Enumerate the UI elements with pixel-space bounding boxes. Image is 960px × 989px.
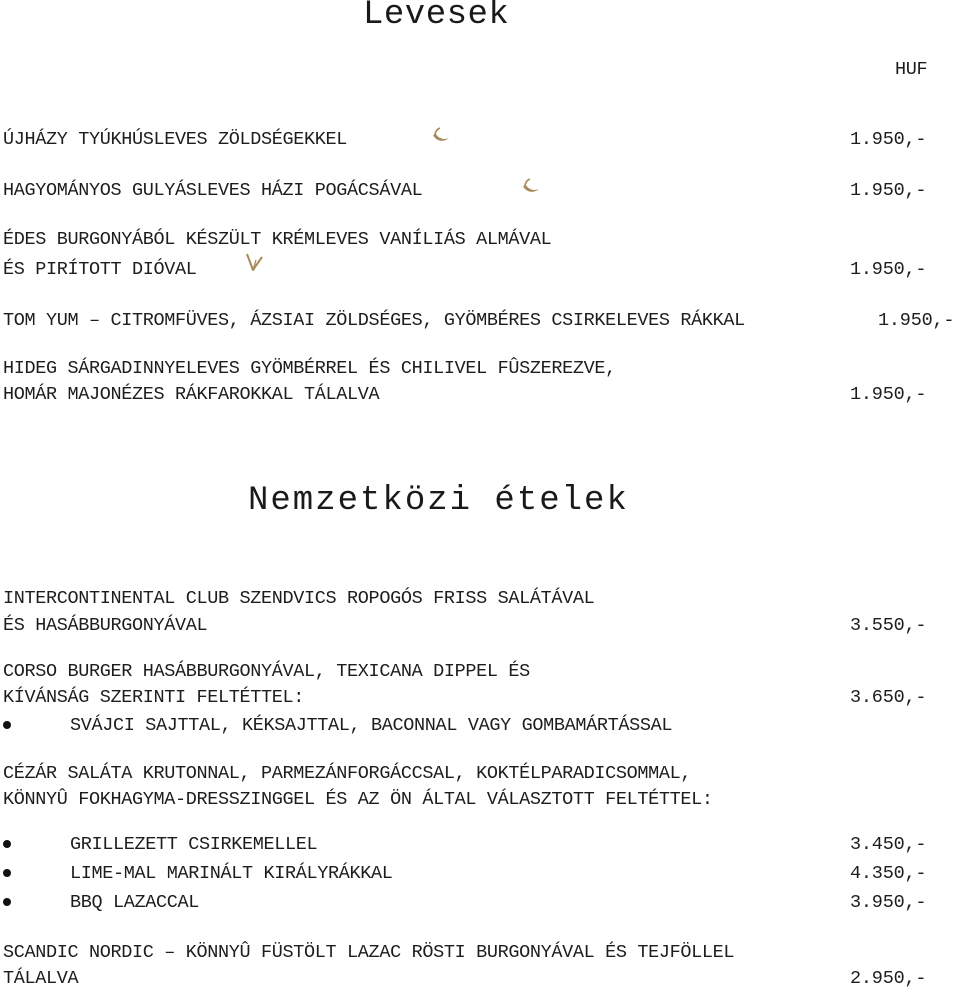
menu-item-name: CORSO BURGER HASÁBBURGONYÁVAL, TEXICANA DIPPEL ÉS — [3, 661, 530, 682]
menu-item-name-cont: TÁLALVA — [3, 968, 79, 989]
menu-item-price: 1.950,- — [878, 310, 955, 331]
menu-item-name-cont: ÉS PIRÍTOTT DIÓVAL — [3, 259, 197, 280]
menu-item-name-cont: ÉS HASÁBBURGONYÁVAL — [3, 615, 208, 636]
menu-item-price: 2.950,- — [850, 968, 927, 989]
option-label: BBQ LAZACCAL — [70, 892, 200, 913]
option-price: 3.950,- — [850, 892, 927, 913]
menu-item-price: 1.950,- — [850, 180, 927, 201]
menu-item-price: 1.950,- — [850, 259, 927, 280]
bullet-icon — [3, 869, 11, 877]
menu-item-name: HIDEG SÁRGADINNYELEVES GYÖMBÉRREL ÉS CHILIVEL FÛSZEREZVE, — [3, 358, 616, 379]
bullet-icon — [3, 721, 11, 729]
menu-item-name: TOM YUM – CITROMFÜVES, ÁZSIAI ZÖLDSÉGES, GYÖMBÉRES CSIRKELEVES RÁKKAL — [3, 310, 745, 331]
menu-item-name: CÉZÁR SALÁTA KRUTONNAL, PARMEZÁNFORGÁCCSAL, KOKTÉLPARADICSOMMAL, — [3, 763, 692, 784]
option-label: SVÁJCI SAJTTAL, KÉKSAJTTAL, BACONNAL VAGY GOMBAMÁRTÁSSAL — [70, 715, 673, 736]
menu-item-name: ÚJHÁZY TYÚKHÚSLEVES ZÖLDSÉGEKKEL — [3, 129, 348, 150]
chili-pepper-icon — [520, 177, 542, 197]
menu-item-price: 3.650,- — [850, 687, 927, 708]
menu-item-name-cont: KÍVÁNSÁG SZERINTI FELTÉTTEL: — [3, 687, 305, 708]
menu-item-name-cont: KÖNNYÛ FOKHAGYMA-DRESSZINGGEL ÉS AZ ÖN ÁLTAL VÁLASZTOTT FELTÉTTEL: — [3, 789, 713, 810]
menu-item-name-cont: HOMÁR MAJONÉZES RÁKFAROKKAL TÁLALVA — [3, 384, 380, 405]
option-price: 4.350,- — [850, 863, 927, 884]
section-title-international: Nemzetközi ételek — [248, 482, 629, 520]
vegetarian-leaf-icon — [244, 251, 266, 273]
menu-item-name: INTERCONTINENTAL CLUB SZENDVICS ROPOGÓS FRISS SALÁTÁVAL — [3, 588, 595, 609]
option-label: GRILLEZETT CSIRKEMELLEL — [70, 834, 318, 855]
option-label: LIME-MAL MARINÁLT KIRÁLYRÁKKAL — [70, 863, 393, 884]
menu-item-price: 1.950,- — [850, 129, 927, 150]
bullet-icon — [3, 898, 11, 906]
section-title-soups: Levesek — [363, 0, 510, 34]
menu-item-price: 3.550,- — [850, 615, 927, 636]
menu-item-name: SCANDIC NORDIC – KÖNNYÛ FÜSTÖLT LAZAC RÖSTI BURGONYÁVAL ÉS TEJFÖLLEL — [3, 942, 735, 963]
menu-item-name: ÉDES BURGONYÁBÓL KÉSZÜLT KRÉMLEVES VANÍLIÁS ALMÁVAL — [3, 229, 552, 250]
option-price: 3.450,- — [850, 834, 927, 855]
menu-item-name: HAGYOMÁNYOS GULYÁSLEVES HÁZI POGÁCSÁVAL — [3, 180, 423, 201]
bullet-icon — [3, 840, 11, 848]
currency-label: HUF — [895, 59, 928, 80]
menu-item-price: 1.950,- — [850, 384, 927, 405]
chili-pepper-icon — [430, 126, 452, 146]
